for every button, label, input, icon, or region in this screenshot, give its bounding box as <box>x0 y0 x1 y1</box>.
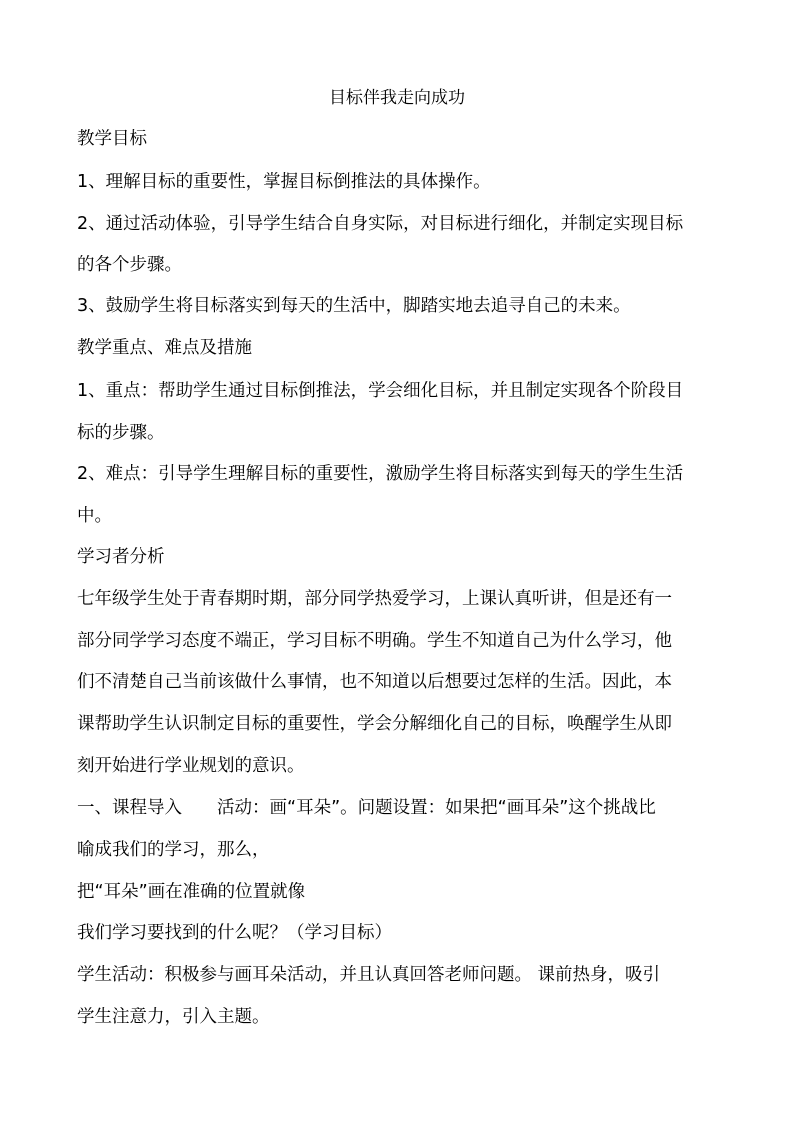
heading-key-points: 教学重点、难点及措施 <box>77 338 252 358</box>
paragraph-line: 喻成我们的学习，那么， <box>77 840 270 860</box>
paragraph-line: 我们学习要找到的什么呢？（学习目标） <box>77 923 392 943</box>
paragraph-line: 中。 <box>77 506 112 526</box>
paragraph-line: 七年级学生处于青春期时期，部分同学热爱学习，上课认真听讲，但是还有一 <box>77 589 672 609</box>
paragraph-line: 1、重点：帮助学生通过目标倒推法，学会细化目标，并且制定实现各个阶段目 <box>77 381 684 401</box>
paragraph-line: 刻开始进行学业规划的意识。 <box>77 756 305 776</box>
paragraph-line: 学生活动：积极参与画耳朵活动，并且认真回答老师问题。 课前热身，吸引 <box>77 965 661 985</box>
paragraph-line: 1、理解目标的重要性，掌握目标倒推法的具体操作。 <box>77 172 491 192</box>
heading-learner-analysis: 学习者分析 <box>77 547 165 567</box>
paragraph-line: 标的步骤。 <box>77 423 165 443</box>
paragraph-line: 们不清楚自己当前该做什么事情，也不知道以后想要过怎样的生活。因此，本 <box>77 672 672 692</box>
paragraph-line: 学生注意力，引入主题。 <box>77 1007 270 1027</box>
paragraph-line: 课帮助学生认识制定目标的重要性，学会分解细化自己的目标，唤醒学生从即 <box>77 714 672 734</box>
paragraph-line: 把“耳朵”画在准确的位置就像 <box>77 882 306 902</box>
paragraph-line: 一、课程导入 活动：画“耳朵”。问题设置：如果把“画耳朵”这个挑战比 <box>77 798 656 818</box>
heading-teaching-objectives: 教学目标 <box>77 129 147 149</box>
paragraph-line: 的各个步骤。 <box>77 255 182 275</box>
paragraph-line: 2、通过活动体验，引导学生结合自身实际，对目标进行细化，并制定实现目标 <box>77 214 684 234</box>
paragraph-line: 部分同学学习态度不端正，学习目标不明确。学生不知道自己为什么学习，他 <box>77 631 672 651</box>
document-title: 目标伴我走向成功 <box>329 88 465 108</box>
paragraph-line: 3、鼓励学生将目标落实到每天的生活中，脚踏实地去追寻自己的未来。 <box>77 296 631 316</box>
paragraph-line: 2、难点：引导学生理解目标的重要性，激励学生将目标落实到每天的学生生活 <box>77 464 684 484</box>
